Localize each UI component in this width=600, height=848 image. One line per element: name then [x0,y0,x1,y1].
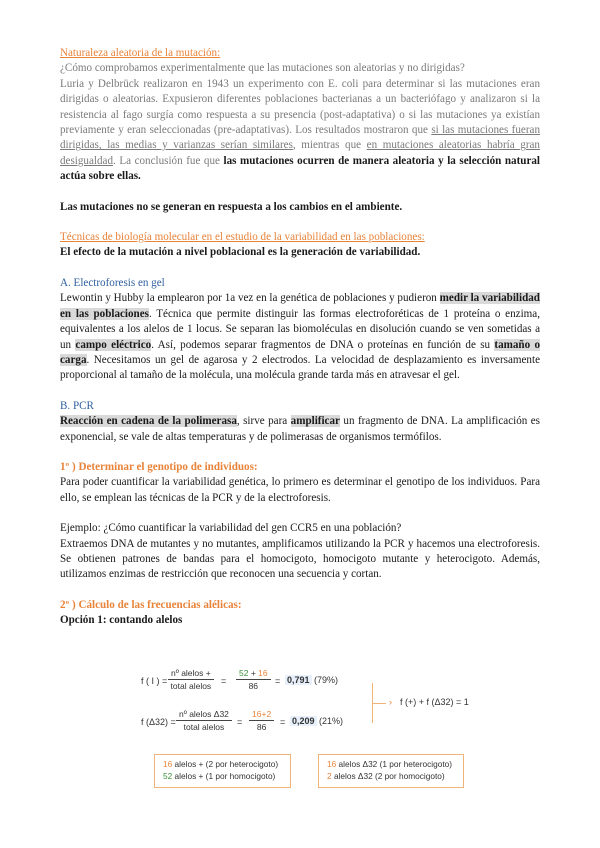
bracket-line [372,683,373,723]
sum-formula: f (+) + f (Δ32) = 1 [400,697,469,707]
f2-fraction: nº alelos Δ32 total alelos [176,709,232,732]
f2-equals-2: = [280,717,286,727]
pcr-title: B. PCR [60,399,94,412]
option-label: Opción 1: contando alelos [60,614,183,627]
f2-numeric-fraction: $\frac{16+2}{86}$ [249,709,274,732]
plus-alleles-box: 16 alelos + (2 por heterocigoto) 52 alelos + (1 por homocigoto) [154,754,291,788]
example-question: Ejemplo: ¿Cómo cuantificar la variabilidad del gen CCR5 en una población? [60,522,402,535]
mutation-statement: Las mutaciones no se generan en respuesta a los cambios en el ambiente. [60,200,403,213]
arrow-head-icon: › [389,697,392,707]
electrophoresis-title: A. Electroforesis en gel [60,276,165,289]
luria-paragraph: Luria y Delbrück realizaron en 1943 un experimento con E. coli para determinar si las mutaciones eran dirigidas o aleatorias. Expusieron diferentes poblaciones bacterianas a un bacteriófago y analizaron si la resistencia al fago surgía como respuesta a su presencia (post-adaptativa) o si las mutaciones ya existían previamente y eran seleccionadas (pre-adaptativas). Los resultados mostraron que si las mutaciones fueran dirigidas, las medias y varianzas serían similares, mientras que en mutaciones aleatorias habría gran desigualdad. La conclusión fue que las mutaciones ocurren de manera aleatoria y la selección natural actúa sobre ellas. [60,77,540,183]
section-title-molecular-techniques: Técnicas de biología molecular en el estudio de la variabilidad en las poblaciones: [60,231,425,244]
electrophoresis-paragraph: Lewontin y Hubby la emplearon por 1a vez en la genética de poblaciones y pudieron medir la variabilidad en las poblaciones. Técnica que permite distinguir las formas electroforéticas de 1 proteína o enzima, equivalentes a los alelos de 1 locus. Se separan las biomoléculas en disolución cuando se ven sometidas a un campo eléctrico. Así, podemos separar fragmentos de DNA o proteínas en función de su tamaño o carga. Necesitamos un gel de agarosa y 2 electrodos. La velocidad de desplazamiento es inversamente proporcional al tamaño de la molécula, una molécula grande tarda más en atravesar el gel. [60,292,540,382]
example-paragraph: Extraemos DNA de mutantes y no mutantes, amplificamos utilizando la PCR y hacemos una electroforesis. Se obtienen patrones de bandas para el homocigoto, homocigoto mutante y heterocigoto. Además, utilizamos enzimas de restricción que reconocen una secuencia y cortan. [60,537,540,581]
f1-equals: = [221,676,227,686]
document-page [60,46,540,629]
f1-label: f ( I ) = [141,676,168,686]
step2-title: 2º ) Cálculo de las frecuencias alélicas: [60,598,242,611]
f1-equals-2: = [275,676,281,686]
bracket-arrow [372,703,386,704]
section-title-random-mutation: Naturaleza aleatoria de la mutación: [60,47,221,59]
f2-equals: = [237,717,243,727]
f1-fraction: nº alelos + total alelos [168,668,214,691]
f2-label: f (Δ32) = [141,717,176,727]
section-subtitle: El efecto de la mutación a nivel poblacional es la generación de variabilidad. [60,246,421,259]
f1-result: 0,791 (79%) [287,675,339,685]
step1-paragraph: Para poder cuantificar la variabilidad genética, lo primero es determinar el genotipo de los individuos. Para ello, se emplean las técnicas de la PCR y de la electroforesis. [60,476,540,504]
question-text: ¿Cómo comprobamos experimentalmente que las mutaciones son aleatorias y no dirigidas? [60,62,465,75]
step1-title: 1º ) Determinar el genotipo de individuos: [60,460,258,473]
delta32-alleles-box: 16 alelos Δ32 (1 por heterocigoto) 2 alelos Δ32 (2 por homocigoto) [318,754,464,788]
f1-numeric-fraction: $\frac{52 + 16}{86}$ [236,668,271,691]
f2-result: 0,209 (21%) [292,716,344,726]
pcr-paragraph: Reacción en cadena de la polimerasa, sirve para amplificar un fragmento de DNA. La amplificación es exponencial, se vale de altas temperaturas y de polimerasas de organismos termófilos. [60,415,540,443]
